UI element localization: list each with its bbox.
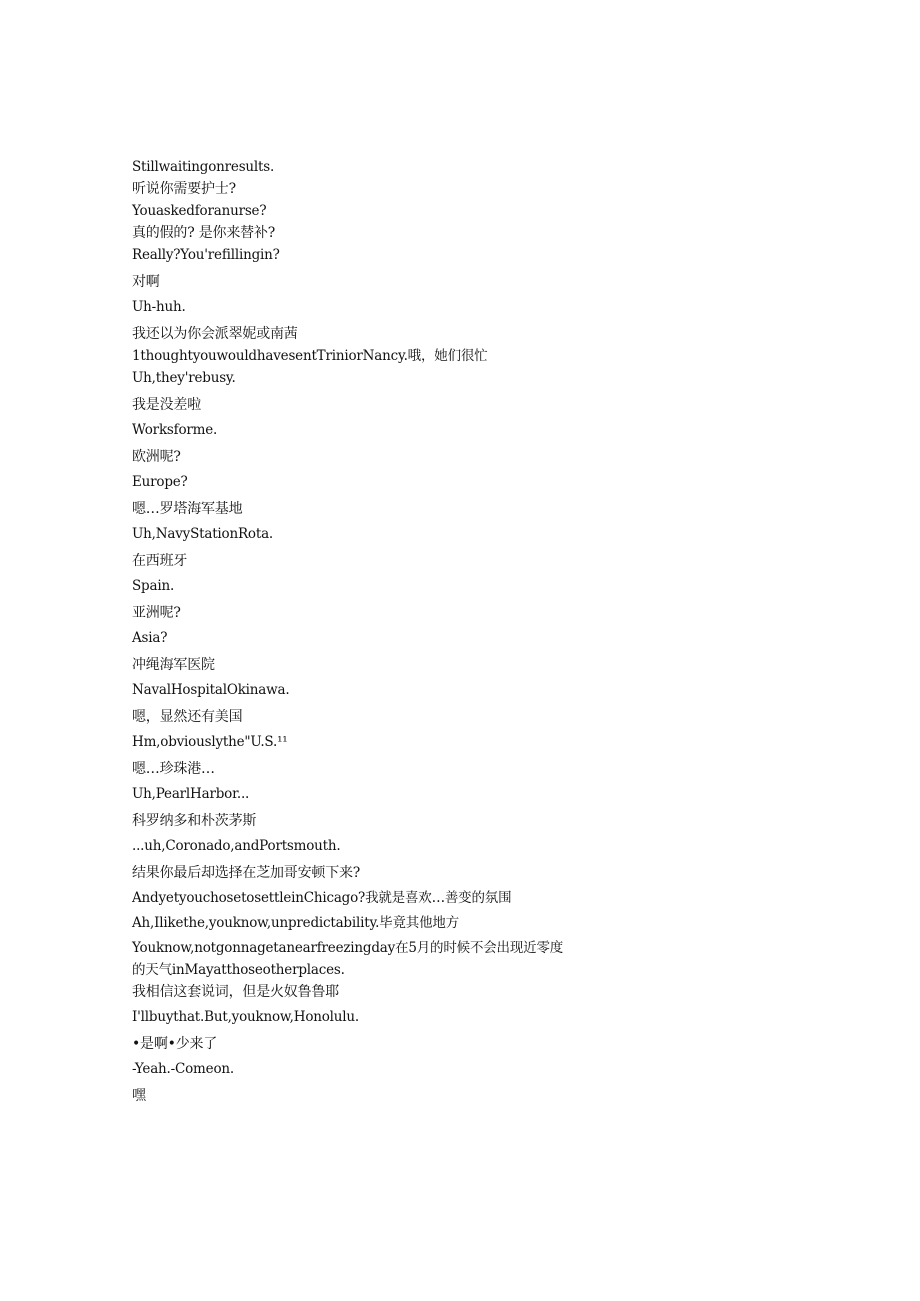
transcript-line: 结果你最后却选择在芝加哥安顿下来? <box>132 865 361 881</box>
transcript-line: 冲绳海军医院 <box>132 657 215 673</box>
transcript-line: 嗯…罗塔海军基地 <box>132 501 243 517</box>
transcript-line: Europe? <box>132 474 188 490</box>
transcript-line: 我相信这套说词，但是火奴鲁鲁耶 <box>132 984 339 1000</box>
transcript-line: Ah,Ilikethe,youknow,unpredictability.毕竟其他地方 <box>132 915 459 931</box>
transcript-line: Worksforme. <box>132 422 218 438</box>
subtitle-transcript <box>132 158 852 1105</box>
transcript-line: Youaskedforanurse? <box>132 203 267 219</box>
transcript-line: 1thoughtyouwouldhavesentTriniorNancy.哦，她们很忙 <box>132 348 488 364</box>
transcript-line: Stillwaitingonresults. <box>132 159 275 175</box>
transcript-line: Uh,they'rebusy. <box>132 370 236 386</box>
transcript-line: 我还以为你会派翠妮或南茜 <box>132 326 298 342</box>
transcript-line: Uh,PearlHarbor... <box>132 786 250 802</box>
transcript-line: Spain. <box>132 578 175 594</box>
transcript-line: Uh-huh. <box>132 299 186 315</box>
transcript-line: Really?You'refillingin? <box>132 247 280 263</box>
transcript-line: NavalHospitalOkinawa. <box>132 682 290 698</box>
transcript-line: 对啊 <box>132 274 160 290</box>
transcript-line: 科罗纳多和朴茨茅斯 <box>132 813 257 829</box>
transcript-line: 嗯…珍珠港… <box>132 761 215 777</box>
transcript-line: 的天气inMayatthoseotherplaces. <box>132 962 345 978</box>
transcript-line: Youknow,notgonnagetanearfreezingday在5月的时候不会出现近零度 <box>132 940 564 956</box>
transcript-line: 嗯，显然还有美国 <box>132 709 243 725</box>
transcript-line: 听说你需要护士? <box>132 181 236 197</box>
transcript-line: 嘿 <box>132 1088 146 1104</box>
transcript-line: -Yeah.-Comeon. <box>132 1061 234 1077</box>
transcript-line: •是啊•少来了 <box>132 1036 218 1052</box>
transcript-line: ...uh,Coronado,andPortsmouth. <box>132 838 341 854</box>
transcript-line: 我是没差啦 <box>132 397 201 413</box>
transcript-line: 欧洲呢? <box>132 449 181 465</box>
transcript-line: 在西班牙 <box>132 553 188 569</box>
transcript-line: 真的假的? 是你来替补? <box>132 225 276 241</box>
transcript-line: 亚洲呢? <box>132 605 181 621</box>
transcript-line: AndyetyouchosetosettleinChicago?我就是喜欢…善变的氛围 <box>132 890 512 906</box>
transcript-line: Asia? <box>132 630 168 646</box>
transcript-line: I'llbuythat.But,youknow,Honolulu. <box>132 1009 359 1025</box>
transcript-line: Hm,obviouslythe"U.S.¹¹ <box>132 734 288 750</box>
transcript-line: Uh,NavyStationRota. <box>132 526 274 542</box>
